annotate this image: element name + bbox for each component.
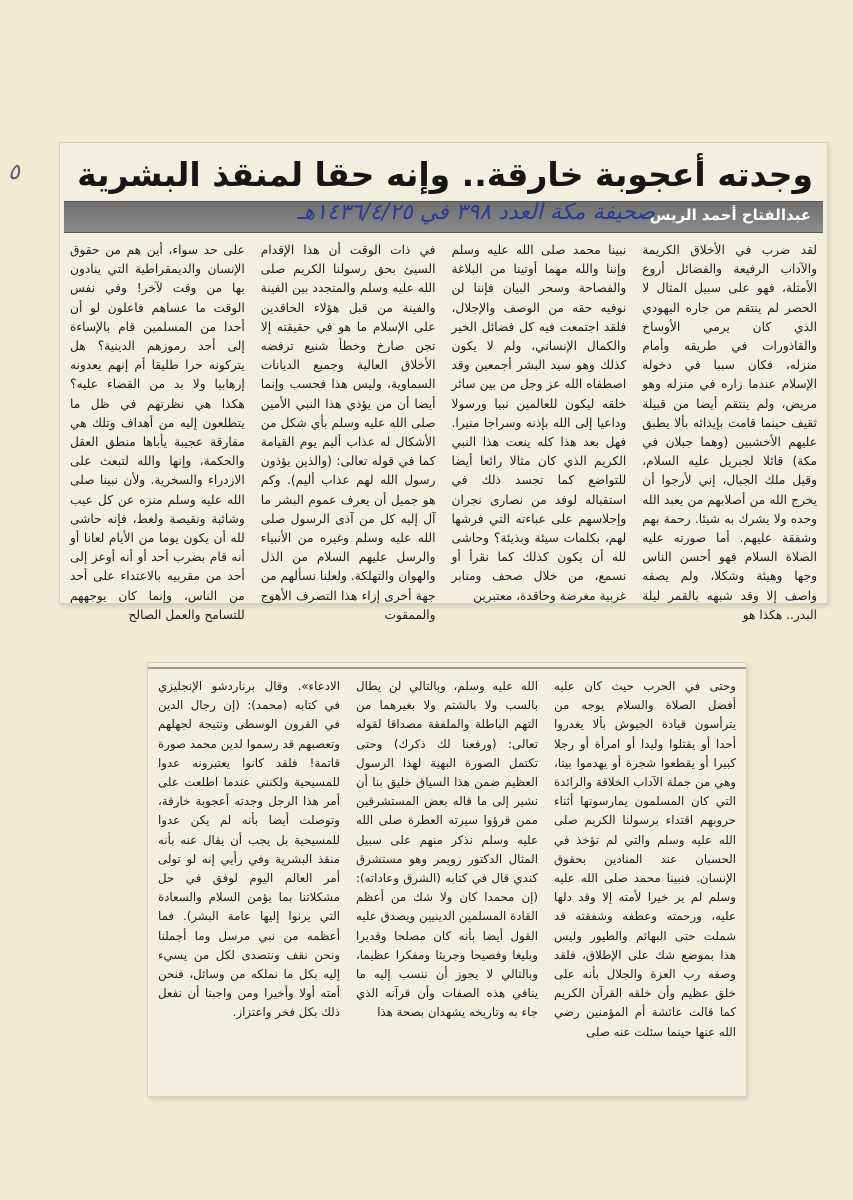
text-column: الادعاء». وقال برناردشو الإنجليزي في كتابه (محمد): (إن رجال الدين في القرون الوسطى ونتيجة لجهلهم وتعصبهم قد رسموا لدين محمد صورة قاتمة! فلقد كانوا يعتبرونه عدوا للمسيحية ولكنني عندما اطلعت على أمر هذا الرجل وجدته أعجوبة خارقة، وتوصلت أيضا بأنه لم يكن عدوا للمسيحية بل يجب أن يقال عنه بأنه منقذ البشرية وفي رأيي إنه لو تولى أمر العالم اليوم لوفق في حل مشكلاتنا بما يؤمن السلام والسعادة التي يرنوا إليها عامة البشر). فما أعظمه من نبي مرسل وما أجملنا ونحن نقف ونتصدى لكل من يسيء إليه بكل ما نملكه من وسائل، فنحن أمته أولا وأخيرا ومن واجبنا أن نفعل ذلك بكل فخر واعتزاز. (158, 679, 340, 1020)
article-headline: وجدته أعجوبة خارقة.. وإنه حقا لمنقذ البشرية (77, 155, 813, 194)
article-clipping-continued (148, 663, 746, 1096)
author-byline: عبدالفتاح أحمد الريس (649, 206, 811, 224)
article-clipping-top (60, 143, 827, 622)
handwritten-source-note: صحيفة مكة العدد ٣٩٨ في ١٤٣٦/٤/٢٥هـ (297, 200, 655, 225)
text-column: لقد ضرب في الأخلاق الكريمة والآداب الرفيعة والفضائل أروع الأمثلة، فهو على سبيل المثال لا الحصر لم ينتقم من جاره اليهودي الذي كان يرمي الأوساخ والقاذورات في طريقه وأمام منزله، فكان سببا في دخوله الإسلام عندما زاره في منزله وهو مريض، ولم ينتقم أيضا من قبيلة ثقيف حينما قامت بإيذائه بألا يطبق عليهم الأخشبين (وهما جبلان في مكة) قائلا لجبريل عليه السلام، وقيل ملك الجبال، إني لأرجوا أن يخرج الله من أصلابهم من يعبد الله وحده ولا يشرك به شيئا. رحمة بهم وشفقة عليهم. أما صورته عليه الصلاة السلام فهو أحسن الناس وجها وهيئة وشكلا، ولم يصفه واصف إلا وقد شبهه بالقمر ليلة البدر.. هكذا هو (642, 243, 817, 622)
byline-bar (64, 201, 823, 233)
text-column: على حد سواء، أين هم من حقوق الإنسان والديمقراطية التي ينادون بها من وقت لآخر! وفي نفس الوقت ما عساهم فاعلون لو أن أحدا من المسلمين قام بالإساءة إلى أحد رموزهم الدينية؟ هل يتركونه حرا طليقا أم إنهم يعدونه إرهابيا ولا بد من القضاء عليه؟ هكذا هي نظرتهم في ظل ما يتطلعون إليه من أهداف وتلك هي مفارقة عجيبة يأباها منطق العقل والحكمة، وإنها والله لتبعث على الازدراء والسخرية. ولأن نبينا صلى الله عليه وسلم منزه عن كل عيب وشائبة ونقيصة ولغط، فإنه حاشى لله أن يكون يوما من الأيام لعانا أو أنه قام بضرب أحد أو أنه أوعز إلى أحد من مقربيه بالاعتداء على أحد من الناس، وإنما كان يوجههم للتسامح والعمل الصالح (70, 243, 245, 622)
text-column: وحتى في الحرب حيث كان عليه أفضل الصلاة والسلام يوجه من يترأسون قيادة الجيوش بألا يغدروا أحدا أو يقتلوا وليدا أو امرأة أو رجلا كبيرا أو يقطعوا شجرة أو يهدموا بيتا، وهي من جملة الآداب الخلاقة والرائدة التي كان المسلمون يمارسونها أثناء حروبهم اقتداء برسولنا الكريم صلى الله عليه وسلم والتي لم تؤخذ في الحسبان عند المنادين بحقوق الإنسان. فنبينا محمد صلى الله عليه وسلم لم ير خيرا لأمته إلا وقد دلها عليه، ورحمته وعطفه وشفقته قد شملت حتى البهائم والطيور وليس هذا بموضع شك على الإطلاق، فلقد وصفه رب العزة والجلال بأنه على خلق عظيم وأن خلقه القرآن الكريم كما قالت عائشة أم المؤمنين رضي الله عنها حينما سئلت عنه صلى (554, 679, 736, 1039)
text-column: الله عليه وسلم، وبالتالي لن يطال بالسب ولا بالشتم ولا بغيرهما من التهم الباطلة والملفقة مصداقا لقوله تعالى: (ورفعنا لك ذكرك) وحتى تكتمل الصورة البهية لهذا الرسول العظيم ضمن هذا السياق خليق بنا أن نشير إلى ما قاله بعض المستشرقين ممن قرؤوا سيرته العطرة صلى الله عليه وسلم نذكر منهم على سبيل المثال الدكتور زويمر وهو مستشرق كندي قال في كتابه (الشرق وعاداته): (إن محمدا كان ولا شك من أعظم القادة المسلمين الدينيين ويصدق عليه القول أيضا بأنه كان مصلحا وقديرا وبليغا وفصيحا وجريئا ومفكرا عظيما، وبالتالي لا يجوز أن ننسب إليه ما ينافي هذه الصفات وأن قرآنه الذي جاء به وتاريخه يشهدان بصحة هذا (356, 679, 538, 1020)
top-rule (148, 667, 746, 669)
article-columns-bottom (148, 663, 746, 1083)
text-column: في ذات الوقت أن هذا الإقدام السيئ بحق رسولنا الكريم صلى الله عليه وسلم والمتجدد بين الفينة والفينة من قبل هؤلاء الحاقدين على الإسلام ما هو في حقيقته إلا تجن صارخ وخطأ شنيع ترفضه الأخلاق العالية وجميع الديانات السماوية، وليس هذا فحسب وإنما أيضا أن من يؤذي هذا النبي الأمين صلى الله عليه وسلم بأي شكل من الأشكال له عذاب أليم يوم القيامة كما في قوله تعالى: (والذين يؤذون رسول الله لهم عذاب أليم). وكم هو جميل أن يعرف عموم البشر ما آل إليه كل من آذى الرسول صلى الله عليه وسلم وغيره من الأنبياء والرسل عليهم السلام من الذل والهوان والتهلكة. ولعلنا نسألهم من جهة أخرى إزاء هذا التصرف الأهوج والممقوت (260, 243, 436, 622)
text-column: نبينا محمد صلى الله عليه وسلم وإننا والله مهما أوتينا من البلاغة والفصاحة وسحر البيان فإننا لن نوفيه حقه من الوصف والإجلال، فلقد اجتمعت فيه كل فضائل الخير والكمال الإنساني، ولم لا يكون كذلك وهو سيد البشر أجمعين وقد اصطفاه الله عز وجل من بين سائر خلقه ليكون للعالمين نبيا ورسولا وداعيا إلى الله بإذنه وسراجا منيرا. فهل بعد هذا كله ينعت هذا النبي الكريم الذي كان مثالا رائعا أيضا للتواضع كما تجسد ذلك في استقباله لوفد من نصارى نجران وإجلاسهم على عباءته التي فرشها لهم، بكلمات سيئة وبذيئة؟ وحاشى لله أن يكون كذلك كما نقرأ أو نسمع، من خلال صحف ومنابر غربية مغرضة وحاقدة، معتبرين (451, 243, 627, 603)
handwritten-page-mark: ٥ (8, 160, 20, 185)
article-columns-top (60, 233, 827, 622)
